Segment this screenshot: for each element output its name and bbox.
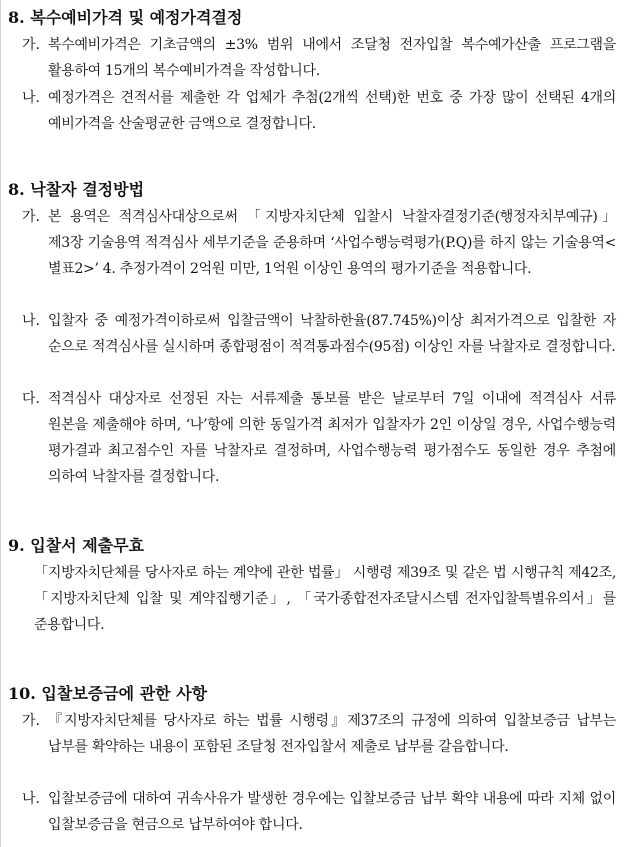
section-heading: 8. 낙찰자 결정방법 xyxy=(8,180,145,199)
section-heading: 9. 입찰서 제출무효 xyxy=(8,536,145,555)
list-item-text: 복수예비가격은 기초금액의 ±3% 범위 내에서 조달청 전자입찰 복수예가산출 프로그램을 활용하여 15개의 복수예비가격을 작성합니다. xyxy=(48,37,616,79)
list-marker: 가. xyxy=(22,209,40,225)
list-marker: 가. xyxy=(22,37,40,53)
page-edge xyxy=(0,0,1,847)
list-marker: 가. xyxy=(22,713,40,729)
list-item-text: 입찰보증금에 대하여 귀속사유가 발생한 경우에는 입찰보증금 납부 확약 내용에 따라 지체 없이 입찰보증금을 현금으로 납부하여야 합니다. xyxy=(48,791,616,833)
list-marker: 나. xyxy=(22,90,40,106)
list-item-text: 본 용역은 적격심사대상으로써 「지방자치단체 입찰시 낙찰자결정기준(행정자치부예규)」 제3장 기술용역 적격심사 세부기준을 준용하며 ‘사업수행능력평가(P.Q)를 하지 않는 기술용역<별표2>’ 4. 추정가격이 2억원 미만, 1억원 이상인 용역의 평가기준을 적용합니다. xyxy=(48,209,616,277)
list-item-text: 예정가격은 견적서를 제출한 각 업체가 추첨(2개씩 선택)한 번호 중 가장 많이 선택된 4개의 예비가격을 산술평균한 금액으로 결정합니다. xyxy=(48,90,616,132)
list-marker: 나. xyxy=(22,313,40,329)
section-heading: 10. 입찰보증금에 관한 사항 xyxy=(8,684,208,703)
list-marker: 나. xyxy=(22,791,40,807)
list-item-text: 적격심사 대상자로 선정된 자는 서류제출 통보를 받은 날로부터 7일 이내에 적격심사 서류 원본을 제출해야 하며, ‘나’항에 의한 동일가격 최저가 입찰자가 2인 이상일 경우, 사업수행능력 평가결과 최고점수인 자를 낙찰자로 결정하며, 사업수행능력 평가점수도 동일한 경우 추첨에 의하여 낙찰자를 결정합니다. xyxy=(48,391,616,485)
list-item-text: 『지방자치단체를 당사자로 하는 법률 시행령』제37조의 규정에 의하여 입찰보증금 납부는 납부를 확약하는 내용이 포함된 조달청 전자입찰서 제출로 납부를 갈음합니다. xyxy=(48,713,616,755)
list-item-text: 입찰자 중 예정가격이하로써 입찰금액이 낙찰하한율(87.745%)이상 최저가격으로 입찰한 자 순으로 적격심사를 실시하며 종합평점이 적격통과점수(95점) 이상인 자를 낙찰자로 결정합니다. xyxy=(48,313,616,355)
list-marker: 다. xyxy=(22,391,40,407)
section-heading: 8. 복수예비가격 및 예정가격결정 xyxy=(8,8,243,27)
paragraph-text: 「지방자치단체를 당사자로 하는 계약에 관한 법률」 시행령 제39조 및 같은 법 시행규칙 제42조,「지방자치단체 입찰 및 계약집행기준」, 「국가종합전자조달시스템 전자입찰특별유의서」를 준용합니다. xyxy=(34,565,616,633)
